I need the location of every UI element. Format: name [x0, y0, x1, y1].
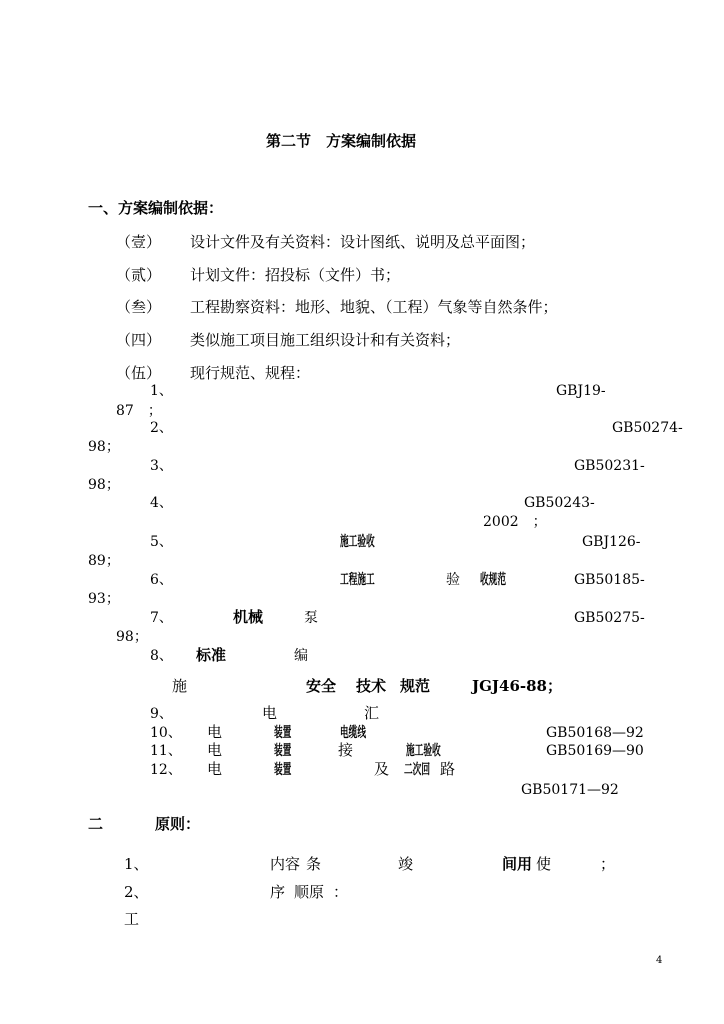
code-row-11-number: 11、 [150, 743, 182, 759]
code-row-11-fragment-2: 装置 [274, 743, 292, 759]
code-row-4-code: GB50243- [524, 495, 595, 511]
code-row-11-fragment-3: 接 [338, 741, 354, 759]
code-row-12-number: 12、 [150, 762, 182, 778]
code-row-2-number: 2、 [150, 420, 173, 436]
code-row-9-fragment-2: 汇 [364, 704, 380, 722]
code-row-1-tail: 87 ； [116, 403, 162, 419]
code-row-11-code: GB50169—90 [546, 743, 644, 759]
code-row-8-fragment-1: 标准 [196, 646, 227, 664]
section-2-item-1-fragment-3: 竣 [398, 855, 414, 873]
code-row-12-fragment-1: 电 [207, 760, 223, 778]
code-row-6-fragment-1: 工程施工 [340, 572, 375, 588]
code-row-8b-fragment-4: 规范 [400, 677, 431, 695]
section-2-item-2-fragment-1: 序 [270, 883, 286, 901]
item-2-number: （贰） [116, 266, 162, 284]
section-2-item-2-number: 2、 [124, 883, 149, 901]
code-row-4-number: 4、 [150, 495, 173, 511]
code-row-2-code: GB50274- [612, 420, 683, 436]
code-row-10-number: 10、 [150, 725, 182, 741]
code-row-6-code: GB50185- [574, 572, 645, 588]
item-3-text: 工程勘察资料：地形、地貌、（工程）气象等自然条件； [190, 298, 558, 316]
code-row-9-number: 9、 [150, 706, 173, 722]
code-row-8-number: 8、 [150, 648, 173, 664]
section-1-heading: 一、方案编制依据： [88, 199, 224, 217]
item-4-number: （四） [116, 331, 162, 349]
code-row-7-tail: 98； [116, 629, 148, 645]
code-row-3-number: 3、 [150, 458, 173, 474]
section-2-item-2-fragment-3: ： [333, 883, 349, 901]
code-row-10-fragment-2: 装置 [274, 725, 292, 741]
code-row-7-code: GB50275- [574, 610, 645, 626]
item-4-text: 类似施工项目施工组织设计和有关资料； [190, 331, 461, 349]
section-2-item-1-fragment-2: 条 [306, 855, 322, 873]
section-2-item-1-number: 1、 [124, 855, 149, 873]
code-row-3-tail: 98； [88, 477, 120, 493]
page-title: 第二节 方案编制依据 [266, 132, 417, 150]
code-row-3-code: GB50231- [574, 458, 645, 474]
code-row-5-code: GBJ126- [582, 534, 641, 550]
code-row-8b-code: JGJ46-88； [472, 677, 562, 695]
section-2-heading-principle: 原则 [155, 815, 186, 833]
item-5-number: （伍） [116, 364, 162, 382]
item-3-number: （叁） [116, 298, 162, 316]
section-2-heading: 二 [88, 815, 104, 833]
code-row-12-fragment-3: 及 [374, 760, 390, 778]
section-2-item-1-fragment-1: 内容 [270, 855, 301, 873]
code-row-7-number: 7、 [150, 610, 173, 626]
section-2-item-1-fragment-5: 使 [536, 855, 552, 873]
code-row-10-code: GB50168—92 [546, 725, 644, 741]
code-row-5-fragment: 施工验收 [340, 534, 375, 550]
code-row-5-number: 5、 [150, 534, 173, 550]
section-2-heading-colon: ： [185, 815, 201, 833]
code-row-10-fragment-3: 电缆线 [340, 725, 367, 741]
code-row-2-tail: 98； [88, 439, 120, 455]
code-row-7-fragment-1: 机械 [233, 608, 264, 626]
code-row-8b-fragment-1: 施 [172, 677, 188, 695]
section-2-item-2-fragment-2: 顺原 [294, 883, 325, 901]
item-5-text: 现行规范、规程： [190, 364, 311, 382]
code-row-12-fragment-2: 装置 [274, 762, 292, 778]
section-2-item-1-fragment-6: ； [600, 855, 616, 873]
code-row-4-tail: 2002 ； [483, 514, 547, 530]
item-2-text: 计划文件：招投标（文件）书； [190, 266, 401, 284]
code-row-6-fragment-2: 验 [446, 572, 460, 588]
code-row-6-number: 6、 [150, 572, 173, 588]
code-row-7-fragment-2: 泵 [304, 610, 318, 626]
page-number: 4 [656, 955, 663, 966]
code-row-11-fragment-1: 电 [207, 741, 223, 759]
code-row-10-fragment-1: 电 [207, 723, 223, 741]
code-row-1-code: GBJ19- [556, 383, 606, 399]
section-2-item-3: 工 [124, 910, 140, 928]
code-row-12-code: GB50171—92 [521, 782, 619, 798]
code-row-11-fragment-4: 施工验收 [406, 743, 441, 759]
code-row-9-fragment: 电 [262, 704, 278, 722]
code-row-6-fragment-3: 收规范 [480, 572, 507, 588]
code-row-6-tail: 93； [88, 591, 120, 607]
code-row-5-tail: 89； [88, 553, 120, 569]
code-row-8-fragment-2: 编 [294, 648, 308, 664]
code-row-12-fragment-4: 二次回 [404, 762, 431, 778]
code-row-12-fragment-5: 路 [440, 760, 456, 778]
section-2-item-1-fragment-4: 间用 [502, 855, 533, 873]
code-row-8b-fragment-3: 技术 [356, 677, 387, 695]
item-1-number: （壹） [116, 233, 162, 251]
item-1-text: 设计文件及有关资料：设计图纸、说明及总平面图； [190, 233, 536, 251]
code-row-8b-fragment-2: 安全 [306, 677, 337, 695]
code-row-1-number: 1、 [150, 383, 173, 399]
